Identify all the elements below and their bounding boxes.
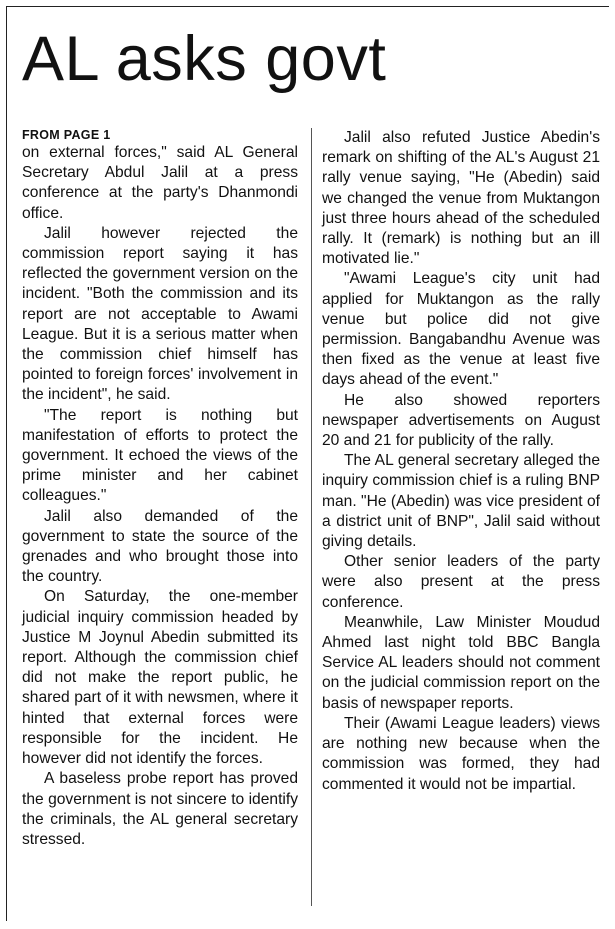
paragraph: Meanwhile, Law Minister Moudud Ahmed last night told BBC Bangla Service AL leaders should not comment on the judicial commission report on the basis of newspaper reports.: [322, 613, 600, 712]
paragraph: On Saturday, the one-member judicial inquiry commission headed by Justice M Joynul Abedin submitted its report. Although the commission chief did not make the report public, he shared part of it with newsmen, where it hinted that external forces were responsible for the incident. He however did not identify the forces.: [22, 588, 298, 768]
paragraph: "Awami League's city unit had applied for Muktangon as the rally venue but police did not give permission. Bangabandhu Avenue was then fixed as the venue at least five days ahead of the event.": [322, 270, 600, 389]
paragraph: Jalil however rejected the commission report saying it has reflected the government version on the incident. "Both the commission and its report are not acceptable to Awami League. But it is a serious matter when the commission chief himself has pointed to foreign forces' involvement in the incident", he said.: [22, 224, 298, 404]
paragraph: He also showed reporters newspaper advertisements on August 20 and 21 for publicity of the rally.: [322, 391, 600, 450]
paragraph: Jalil also refuted Justice Abedin's remark on shifting of the AL's August 21 rally venue saying, "He (Abedin) said we changed the venue from Muktangon just three hours ahead of the scheduled rally. It (remark) is nothing but an ill motivated lie.": [322, 129, 600, 268]
right-column: [322, 128, 600, 795]
paragraph: A baseless probe report has proved the government is not sincere to identify the criminals, the AL general secretary stressed.: [22, 770, 298, 848]
paragraph: Their (Awami League leaders) views are nothing new because when the commission was formed, they had commented it would not be impartial.: [322, 714, 600, 793]
jump-label: FROM PAGE 1: [22, 128, 111, 142]
left-column: [22, 128, 298, 850]
column-divider: [311, 128, 312, 906]
headline: AL asks govt: [22, 24, 387, 94]
paragraph: The AL general secretary alleged the inquiry commission chief is a ruling BNP man. "He (Abedin) was vice president of a district unit of BNP", Jalil said without giving details.: [322, 452, 600, 551]
paragraph: "The report is nothing but manifestation of efforts to protect the government. It echoed the views of the prime minister and her cabinet colleagues.": [22, 406, 298, 505]
paragraph: Other senior leaders of the party were also present at the press conference.: [322, 553, 600, 611]
paragraph: on external forces," said AL General Secretary Abdul Jalil at a press conference at the party's Dhanmondi office.: [22, 144, 298, 222]
paragraph: Jalil also demanded of the government to state the source of the grenades and who brought those into the country.: [22, 507, 298, 586]
